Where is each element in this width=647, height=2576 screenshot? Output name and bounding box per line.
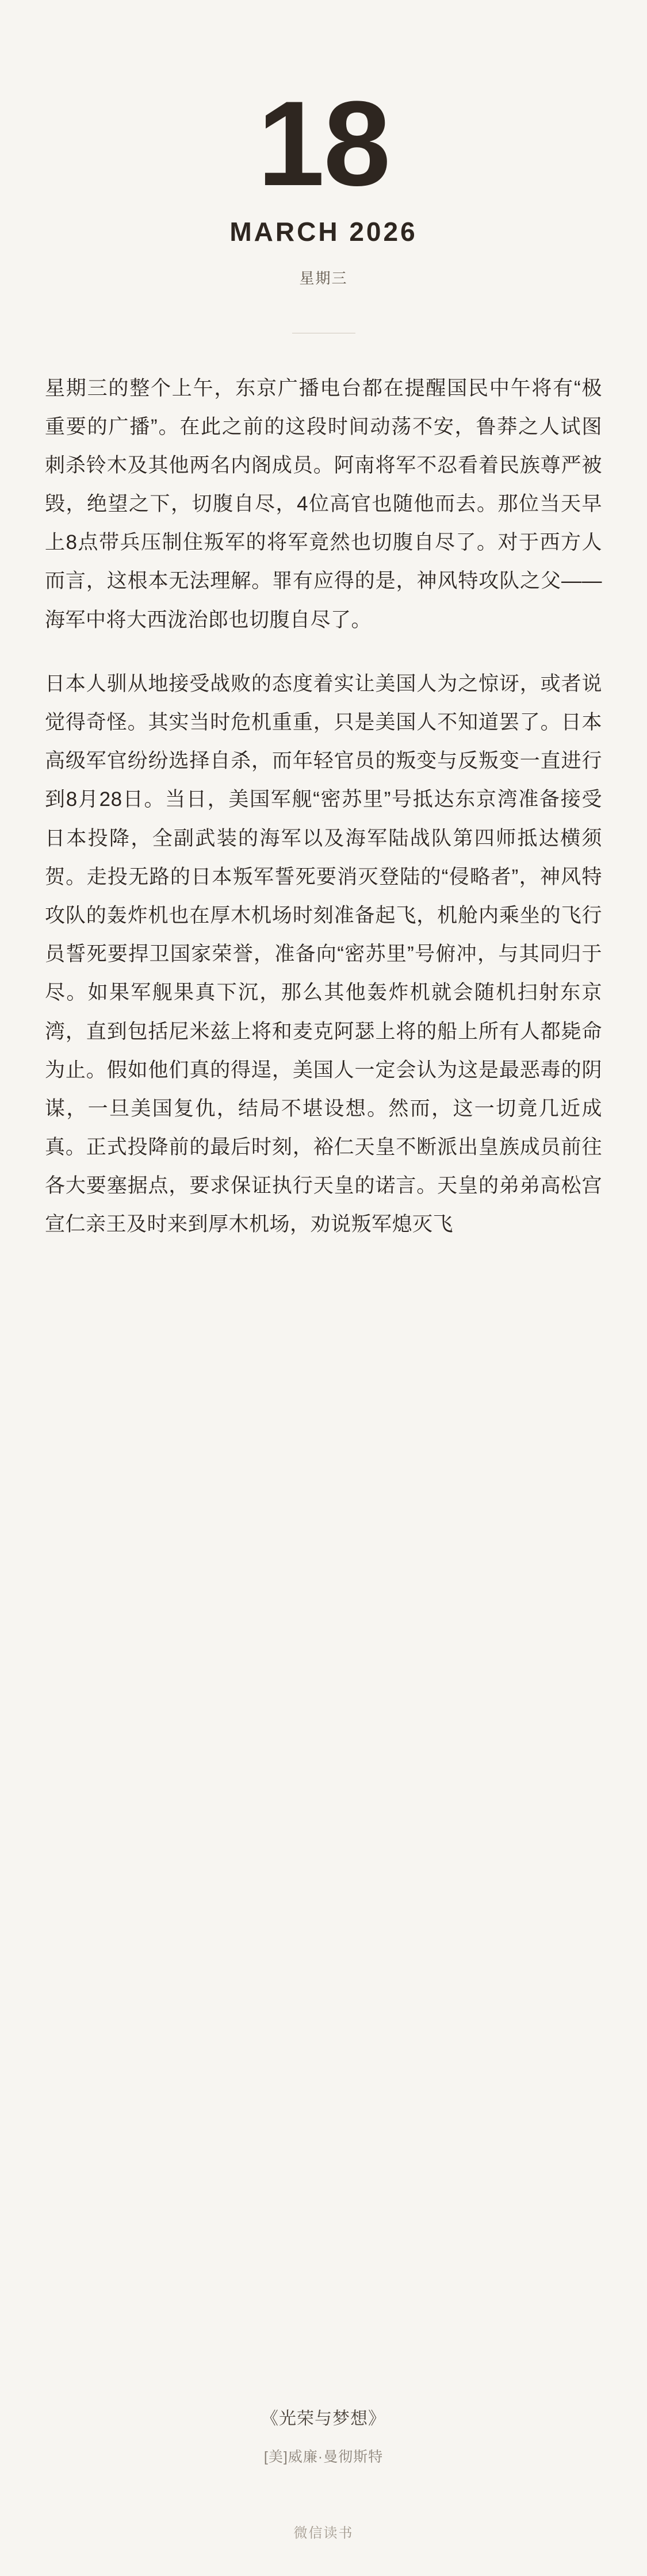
- card-body: [0, 333, 647, 2390]
- date-weekday: 星期三: [299, 269, 348, 287]
- card-footer: [0, 2389, 647, 2542]
- source-label: 微信读书: [293, 2525, 354, 2541]
- body-paragraph-2: 日本人驯从地接受战败的态度着实让美国人为之惊讶，或者说觉得奇怪。其实当时危机重重，只是美国人不知道罢了。日本高级军官纷纷选择自杀，而年轻官员的叛变与反叛变一直进行到8月28日。当日，美国军舰“密苏里”号抵达东京湾准备接受日本投降，全副武装的海军以及海军陆战队第四师抵达横须贺。走投无路的日本叛军誓死要消灭登陆的“侵略者”，神风特攻队的轰炸机也在厚木机场时刻准备起飞，机舱内乘坐的飞行员誓死要捍卫国家荣誉，准备向“密苏里”号俯冲，与其同归于尽。如果军舰果真下沉，那么其他轰炸机就会随机扫射东京湾，直到包括尼米兹上将和麦克阿瑟上将的船上所有人都毙命为止。假如他们真的得逞，美国人一定会认为这是最恶毒的阴谋，一旦美国复仇，结局不堪设想。然而，这一切竟几近成真。正式投降前的最后时刻，裕仁天皇不断派出皇族成员前往各大要塞据点，要求保证执行天皇的诺言。天皇的弟弟高松宫宣仁亲王及时来到厚木机场，劝说叛军熄灭飞: [45, 672, 602, 1236]
- book-author: [美]威廉·曼彻斯特: [263, 2449, 384, 2465]
- date-day-number: 18: [257, 76, 390, 211]
- card-header: [0, 0, 647, 333]
- date-month-year: MARCH 2026: [229, 216, 418, 247]
- book-title: 《光荣与梦想》: [261, 2409, 386, 2428]
- body-paragraph-1: 星期三的整个上午，东京广播电台都在提醒国民中午将有“极重要的广播”。在此之前的这段时间动荡不安，鲁莽之人试图刺杀铃木及其他两名内阁成员。阿南将军不忍看着民族尊严被毁，绝望之下，切腹自尽，4位高官也随他而去。那位当天早上8点带兵压制住叛军的将军竟然也切腹自尽了。对于西方人而言，这根本无法理解。罪有应得的是，神风特攻队之父——海军中将大西泷治郎也切腹自尽了。: [45, 377, 602, 631]
